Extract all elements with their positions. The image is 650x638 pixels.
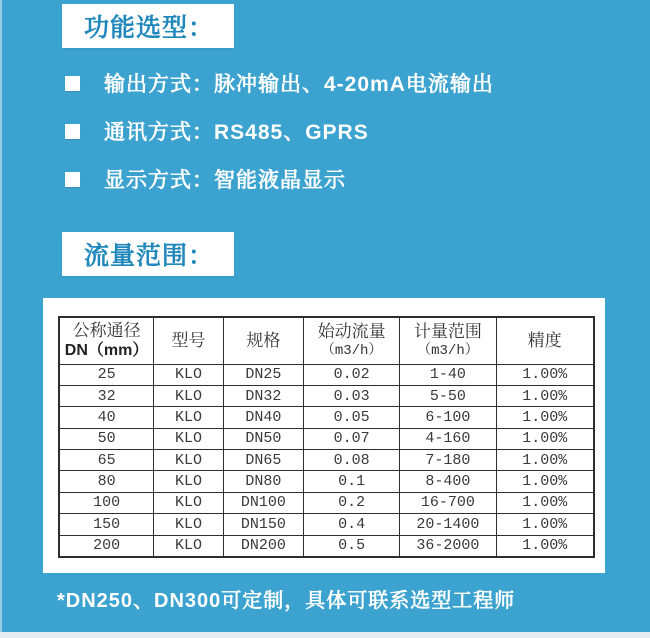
table-cell: 25 xyxy=(59,364,154,385)
table-cell: 50 xyxy=(59,428,154,449)
square-bullet-icon xyxy=(65,76,80,91)
table-row xyxy=(59,385,594,406)
table-row xyxy=(59,492,594,513)
table-cell: 5-50 xyxy=(400,385,496,406)
bullet-item-communication xyxy=(65,116,494,146)
table-cell: KLO xyxy=(154,450,224,471)
table-cell: 40 xyxy=(59,407,154,428)
col-header-nominal-diameter xyxy=(59,317,154,364)
table-cell: KLO xyxy=(154,428,224,449)
table-cell: 4-160 xyxy=(400,428,496,449)
table-cell: 0.07 xyxy=(303,428,399,449)
function-bullet-list xyxy=(65,68,494,212)
col-header-model xyxy=(154,317,224,364)
table-cell: 1.00% xyxy=(496,535,594,557)
bottom-edge-strip xyxy=(0,632,650,638)
table-cell: KLO xyxy=(154,407,224,428)
table-row xyxy=(59,535,594,557)
table-cell: DN65 xyxy=(223,450,303,471)
table-cell: KLO xyxy=(154,471,224,492)
section-title-flow-range-label: 流量范围： xyxy=(84,242,215,270)
table-body xyxy=(59,364,594,557)
table-cell: 1.00% xyxy=(496,364,594,385)
table-cell: DN100 xyxy=(223,492,303,513)
table-cell: 0.4 xyxy=(303,514,399,535)
table-cell: DN50 xyxy=(223,428,303,449)
table-cell: 16-700 xyxy=(400,492,496,513)
col-header-line2: DN（mm） xyxy=(64,342,149,360)
table-cell: KLO xyxy=(154,535,224,557)
table-cell: DN25 xyxy=(223,364,303,385)
col-header-line2: （m3/h） xyxy=(417,342,479,359)
bullet-text-display: 显示方式：智能液晶显示 xyxy=(104,169,346,192)
footnote: *DN250、DN300可定制，具体可联系选型工程师 xyxy=(57,590,516,612)
table-cell: KLO xyxy=(154,514,224,535)
table-header xyxy=(59,317,594,364)
table-cell: 1.00% xyxy=(496,471,594,492)
col-header-starting-flow xyxy=(303,317,399,364)
table-cell: 1.00% xyxy=(496,514,594,535)
table-cell: DN32 xyxy=(223,385,303,406)
col-header-line1: 计量范围 xyxy=(413,322,482,342)
table-cell: 36-2000 xyxy=(400,535,496,557)
section-title-function xyxy=(62,4,234,48)
table-cell: 0.2 xyxy=(303,492,399,513)
table-cell: 0.08 xyxy=(303,450,399,471)
table-row xyxy=(59,364,594,385)
col-header-line2: （m3/h） xyxy=(320,342,383,359)
table-row xyxy=(59,514,594,535)
table-cell: 1.00% xyxy=(496,407,594,428)
col-header-line1: 精度 xyxy=(527,331,562,351)
table-cell: 0.1 xyxy=(303,471,399,492)
col-header-accuracy xyxy=(496,317,594,364)
table-cell: 0.02 xyxy=(303,364,399,385)
table-cell: KLO xyxy=(154,385,224,406)
table-cell: 1.00% xyxy=(496,428,594,449)
col-header-line1: 型号 xyxy=(171,331,206,351)
table-cell: DN150 xyxy=(223,514,303,535)
table-cell: DN200 xyxy=(223,535,303,557)
table-cell: DN80 xyxy=(223,471,303,492)
table-cell: 6-100 xyxy=(400,407,496,428)
table-row xyxy=(59,450,594,471)
bullet-item-display xyxy=(65,164,494,194)
bullet-text-output: 输出方式：脉冲输出、4-20mA电流输出 xyxy=(104,73,494,96)
table-cell: DN40 xyxy=(223,407,303,428)
table-cell: 0.03 xyxy=(303,385,399,406)
section-title-flow-range xyxy=(62,232,234,276)
table-header-row xyxy=(59,317,594,364)
table-cell: 7-180 xyxy=(400,450,496,471)
col-header-spec xyxy=(223,317,303,364)
flow-range-table xyxy=(58,316,595,558)
table-cell: 1.00% xyxy=(496,385,594,406)
flow-table-panel xyxy=(43,298,605,573)
col-header-line1: 始动流量 xyxy=(317,322,386,342)
table-cell: 65 xyxy=(59,450,154,471)
table-cell: 20-1400 xyxy=(400,514,496,535)
bullet-text-communication: 通讯方式：RS485、GPRS xyxy=(104,121,369,144)
table-cell: 32 xyxy=(59,385,154,406)
table-cell: 1.00% xyxy=(496,450,594,471)
table-cell: 100 xyxy=(59,492,154,513)
left-edge-highlight xyxy=(0,0,2,638)
col-header-line1: 规格 xyxy=(246,331,281,351)
col-header-measuring-range xyxy=(400,317,496,364)
table-cell: 0.05 xyxy=(303,407,399,428)
table-cell: 8-400 xyxy=(400,471,496,492)
table-row xyxy=(59,407,594,428)
table-cell: KLO xyxy=(154,364,224,385)
section-title-function-label: 功能选型： xyxy=(84,14,215,42)
table-cell: KLO xyxy=(154,492,224,513)
table-cell: 150 xyxy=(59,514,154,535)
table-cell: 200 xyxy=(59,535,154,557)
table-cell: 80 xyxy=(59,471,154,492)
table-row xyxy=(59,428,594,449)
table-cell: 1.00% xyxy=(496,492,594,513)
square-bullet-icon xyxy=(65,172,80,187)
square-bullet-icon xyxy=(65,124,80,139)
table-cell: 0.5 xyxy=(303,535,399,557)
bullet-item-output xyxy=(65,68,494,98)
col-header-line1: 公称通径 xyxy=(72,321,141,341)
table-cell: 1-40 xyxy=(400,364,496,385)
table-row xyxy=(59,471,594,492)
